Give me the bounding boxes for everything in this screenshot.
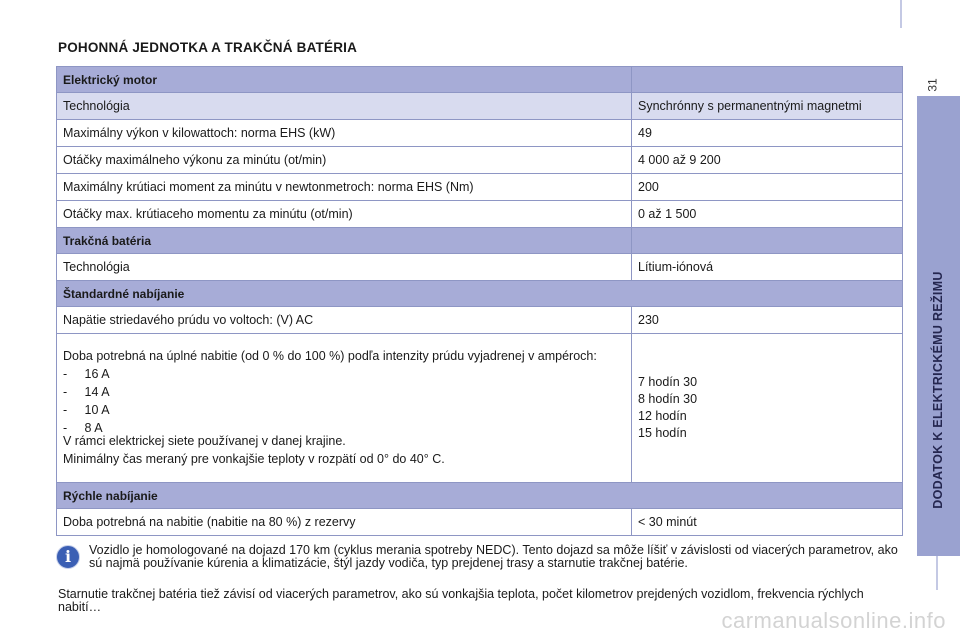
table-row	[57, 254, 903, 281]
row-value: Synchrónny s permanentnými magnetmi	[632, 93, 903, 120]
section-title: Štandardné nabíjanie	[57, 281, 903, 307]
duration-intro: Doba potrebná na úplné nabitie (od 0 % do 100 %) podľa intenzity prúdu vyjadrenej v ampéroch:	[63, 349, 597, 363]
row-label: Otáčky max. krútiaceho momentu za minútu (ot/min)	[57, 201, 632, 228]
section-header-battery	[57, 228, 903, 254]
section-title: Elektrický motor	[57, 67, 632, 93]
row-value: 0 až 1 500	[632, 201, 903, 228]
row-value: 230	[632, 307, 903, 334]
duration-note: Minimálny čas meraný pre vonkajšie teploty v rozpätí od 0° do 40° C.	[63, 452, 445, 466]
page-number: 31	[925, 78, 940, 92]
section-title: Trakčná batéria	[57, 228, 632, 254]
amp-item: - 14 A	[63, 385, 110, 399]
duration-value: 15 hodín	[638, 426, 687, 440]
row-label: Maximálny výkon v kilowattoch: norma EHS (kW)	[57, 120, 632, 147]
section-empty-cell	[632, 228, 903, 254]
bottom-rule	[936, 556, 938, 590]
section-header-motor	[57, 67, 903, 93]
row-label: Technológia	[57, 93, 632, 120]
section-title: Rýchle nabíjanie	[57, 483, 903, 509]
row-label: Otáčky maximálneho výkonu za minútu (ot/min)	[57, 147, 632, 174]
table-row	[57, 147, 903, 174]
duration-value: 7 hodín 30	[638, 375, 698, 389]
section-header-fast-charging	[57, 483, 903, 509]
row-value: 200	[632, 174, 903, 201]
row-label: Technológia	[57, 254, 632, 281]
table-row-charge-duration	[57, 334, 903, 483]
row-value: < 30 minút	[632, 509, 903, 536]
row-value: 4 000 až 9 200	[632, 147, 903, 174]
duration-value: 12 hodín	[638, 409, 687, 423]
duration-note: V rámci elektrickej siete používanej v danej krajine.	[63, 434, 346, 448]
row-label: Maximálny krútiaci moment za minútu v newtonmetroch: norma EHS (Nm)	[57, 174, 632, 201]
footer-note: Starnutie trakčnej batéria tiež závisí od viacerých parametrov, ako sú vonkajšia teplota, počet kilometrov prejdených vozidlom, frekvencia rýchlych nabití…	[58, 587, 864, 614]
row-label: Napätie striedavého prúdu vo voltoch: (V) AC	[57, 307, 632, 334]
page-title: POHONNÁ JEDNOTKA A TRAKČNÁ BATÉRIA	[58, 40, 358, 55]
info-icon-glyph: i	[64, 547, 72, 566]
row-value: Lítium-iónová	[632, 254, 903, 281]
charge-duration-description	[57, 334, 632, 483]
section-header-standard-charging	[57, 281, 903, 307]
row-label: Doba potrebná na nabitie (nabitie na 80 %) z rezervy	[57, 509, 632, 536]
chapter-tab-label: DODATOK K ELEKTRICKÉMU REŽIMU	[931, 271, 945, 509]
section-empty-cell	[632, 67, 903, 93]
amp-item: - 8 A	[63, 421, 103, 435]
charge-duration-values	[632, 334, 903, 483]
row-value: 49	[632, 120, 903, 147]
table-row	[57, 174, 903, 201]
amp-item: - 16 A	[63, 367, 110, 381]
table-row	[57, 509, 903, 536]
duration-value: 8 hodín 30	[638, 392, 698, 406]
spec-table	[56, 66, 903, 536]
amp-item: - 10 A	[63, 403, 110, 417]
table-row	[57, 201, 903, 228]
table-row	[57, 93, 903, 120]
watermark: carmanualsonline.info	[721, 608, 946, 633]
info-note: Vozidlo je homologované na dojazd 170 km (cyklus merania spotreby NEDC). Tento dojazd sa môže líšiť v závislosti od viacerých parametrov, ako sú najmä používanie kúrenia a klimatizácie, štýl jazdy vodiča, typ prejdenej trasy a starnutie trakčnej batérie.	[89, 543, 898, 570]
table-row	[57, 307, 903, 334]
top-rule	[900, 0, 902, 28]
table-row	[57, 120, 903, 147]
info-icon	[56, 545, 80, 569]
